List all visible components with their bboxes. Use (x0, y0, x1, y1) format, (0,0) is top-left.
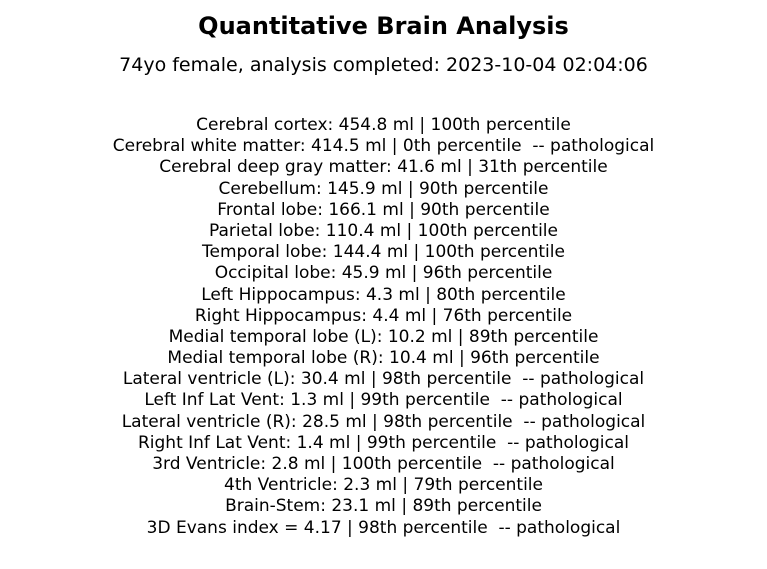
report-subtitle: 74yo female, analysis completed: 2023-10-04 02:04:06 (119, 54, 648, 76)
measurement-cerebral-deep-gray-matter: Cerebral deep gray matter: 41.6 ml | 31th percentile (159, 157, 608, 178)
measurement-brain-stem: Brain-Stem: 23.1 ml | 89th percentile (225, 496, 542, 517)
measurement-cerebral-white-matter: Cerebral white matter: 414.5 ml | 0th percentile -- pathological (112, 136, 655, 157)
measurement-right-inf-lat-vent: Right Inf Lat Vent: 1.4 ml | 99th percentile -- pathological (137, 432, 630, 453)
measurement-frontal-lobe: Frontal lobe: 166.1 ml | 90th percentile (217, 199, 550, 220)
report-title: Quantitative Brain Analysis (198, 12, 569, 40)
measurement-temporal-lobe: Temporal lobe: 144.4 ml | 100th percentile (202, 242, 565, 263)
measurement-occipital-lobe: Occipital lobe: 45.9 ml | 96th percentile (214, 263, 553, 284)
measurement-parietal-lobe: Parietal lobe: 110.4 ml | 100th percentile (209, 220, 558, 241)
measurement-cerebral-cortex: Cerebral cortex: 454.8 ml | 100th percentile (196, 115, 571, 135)
measurement-3rd-ventricle: 3rd Ventricle: 2.8 ml | 100th percentile -- pathological (152, 454, 615, 474)
measurement-right-hippocampus: Right Hippocampus: 4.4 ml | 76th percentile (194, 305, 573, 326)
measurement-3d-evans-index: 3D Evans index = 4.17 | 98th percentile -- pathological (146, 517, 621, 538)
measurement-4th-ventricle: 4th Ventricle: 2.3 ml | 79th percentile (224, 475, 543, 496)
measurement-medial-temporal-lobe-left: Medial temporal lobe (L): 10.2 ml | 89th percentile (168, 326, 599, 347)
measurement-lateral-ventricle-left: Lateral ventricle (L): 30.4 ml | 98th percentile -- pathological (122, 369, 645, 390)
measurement-left-inf-lat-vent: Left Inf Lat Vent: 1.3 ml | 99th percentile -- pathological (144, 390, 623, 411)
measurement-lateral-ventricle-right: Lateral ventricle (R): 28.5 ml | 98th percentile -- pathological (121, 411, 646, 432)
measurement-left-hippocampus: Left Hippocampus: 4.3 ml | 80th percentile (201, 284, 566, 305)
measurement-medial-temporal-lobe-right: Medial temporal lobe (R): 10.4 ml | 96th percentile (167, 348, 600, 369)
measurement-cerebellum: Cerebellum: 145.9 ml | 90th percentile (218, 178, 549, 199)
measurement-list (0, 115, 767, 539)
